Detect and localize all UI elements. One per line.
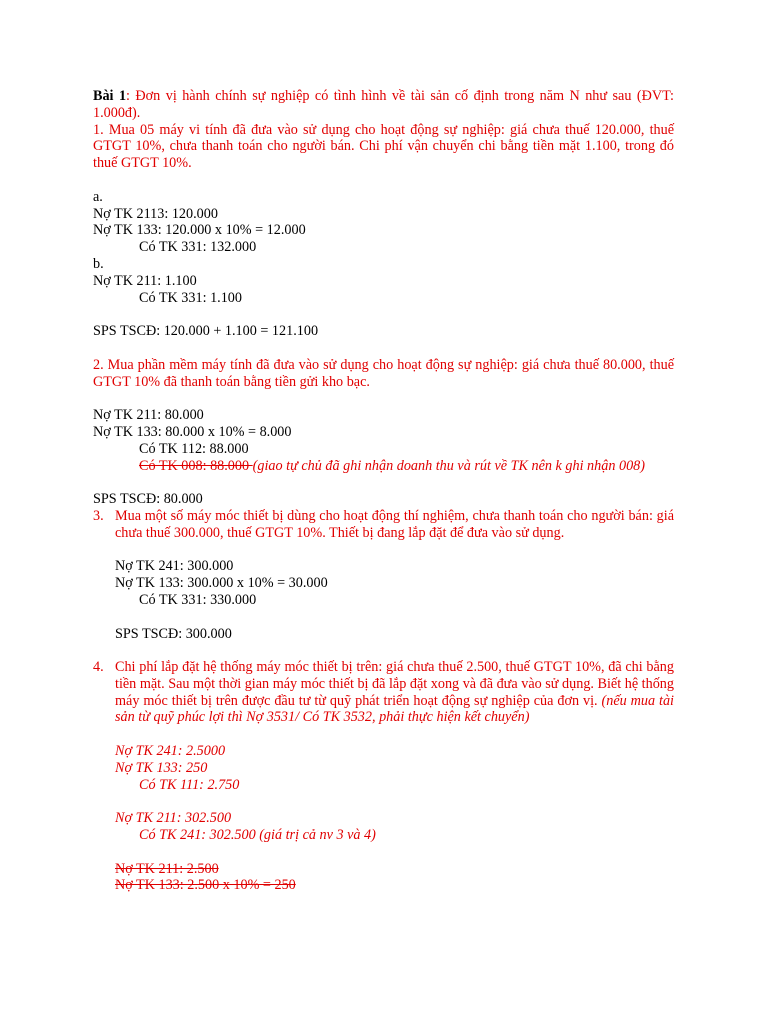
document-page xyxy=(93,88,674,894)
journal-line: Có TK 331: 1.100 xyxy=(139,289,242,306)
journal-line: Có TK 112: 88.000 xyxy=(139,440,249,457)
item4 xyxy=(93,659,674,726)
journal-line: Nợ TK 133: 80.000 x 10% = 8.000 xyxy=(93,423,292,440)
struck-entry-note xyxy=(93,458,674,475)
item4-number: 4. xyxy=(93,659,104,676)
journal-line: Nợ TK 2113: 120.000 xyxy=(93,205,218,222)
journal-line: Nợ TK 211: 1.100 xyxy=(93,272,197,289)
journal-line: Nợ TK 211: 80.000 xyxy=(93,407,204,424)
item4-body xyxy=(115,659,674,726)
sps-total: SPS TSCĐ: 80.000 xyxy=(93,491,203,508)
entry-label-a: a. xyxy=(93,188,103,205)
item3-text: Mua một số máy móc thiết bị dùng cho hoạt động thí nghiệm, chưa thanh toán cho người bán: giá chưa thuế 300.000, thuế GTGT 10%. Thiết bị đang lắp đặt để đưa vào sử dụng. xyxy=(115,507,674,541)
bai1-heading xyxy=(93,88,674,122)
struck-journal-line xyxy=(93,877,674,894)
bai1-intro: : Đơn vị hành chính sự nghiệp có tình hình về tài sản cố định trong năm N như sau (ĐVT: 1.000đ). xyxy=(93,88,674,121)
struck-line: Nợ TK 133: 2.500 x 10% = 250 xyxy=(115,877,296,894)
item4-text: Chi phí lắp đặt hệ thống máy móc thiết bị trên: giá chưa thuế 2.500, thuế GTGT 10%, đã chi bằng tiền mặt. Sau một thời gian máy móc thiết bị đã lắp đặt xong và đã đưa vào sử dụng. Biết hệ thống máy móc thiết bị trên được đầu tư từ quỹ phát triển hoạt động sự nghiệp của đơn vị. xyxy=(115,659,674,709)
entry-label-b: b. xyxy=(93,255,104,272)
journal-line: Nợ TK 241: 300.000 xyxy=(115,558,234,575)
item4-note: (nếu mua tài sản từ quỹ phúc lợi thì Nợ 3531/ Có TK 3532, phải thực hiện kết chuyển) xyxy=(115,692,674,726)
struck-line: Nợ TK 211: 2.500 xyxy=(115,860,219,877)
item3 xyxy=(93,508,674,542)
journal-line: Có TK 241: 302.500 (giá trị cả nv 3 và 4) xyxy=(139,827,376,844)
journal-line: Nợ TK 211: 302.500 xyxy=(115,810,232,827)
journal-line: Nợ TK 133: 120.000 x 10% = 12.000 xyxy=(93,222,306,239)
journal-line: Có TK 331: 330.000 xyxy=(139,591,257,608)
item3-number: 3. xyxy=(93,507,104,524)
sps-total: SPS TSCĐ: 120.000 + 1.100 = 121.100 xyxy=(93,323,319,340)
item1-text: 1. Mua 05 máy vi tính đã đưa vào sử dụng cho hoạt động sự nghiệp: giá chưa thuế 120.000, thuế GTGT 10%, chưa thanh toán cho người bán. Chi phí vận chuyển chi bằng tiền mặt 1.100, trong đó thuế GTGT 10%. xyxy=(93,121,674,172)
note-text: (giao tự chủ đã ghi nhận doanh thu và rút về TK nên k ghi nhận 008) xyxy=(252,457,645,474)
journal-line: Nợ TK 241: 2.5000 xyxy=(115,743,226,760)
journal-line: Nợ TK 133: 300.000 x 10% = 30.000 xyxy=(115,575,328,592)
bai1-title: Bài 1 xyxy=(93,88,127,104)
journal-line: Nợ TK 133: 250 xyxy=(115,759,208,776)
sps-total: SPS TSCĐ: 300.000 xyxy=(115,625,232,642)
journal-line: Có TK 331: 132.000 xyxy=(139,239,257,256)
item2-text: 2. Mua phần mềm máy tính đã đưa vào sử dụng cho hoạt động sự nghiệp: giá chưa thuế 80.000, thuế GTGT 10% đã thanh toán bằng tiền gửi kho bạc. xyxy=(93,356,674,390)
struck-line: Có TK 008: 88.000 xyxy=(139,457,253,474)
journal-line: Có TK 111: 2.750 xyxy=(139,776,240,793)
struck-journal-line xyxy=(93,861,674,878)
